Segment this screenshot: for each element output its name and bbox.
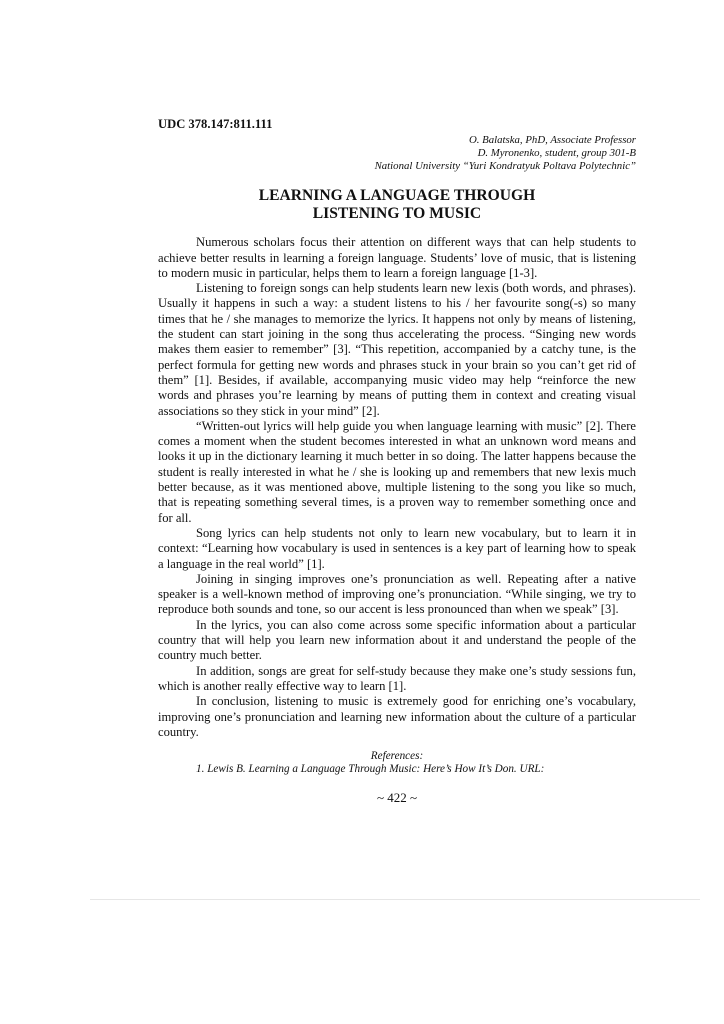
body-paragraph: Joining in singing improves one’s pronunciation as well. Repeating after a native speaker is a well-known method of improving one’s pronunciation. “While singing, we try to reproduce both sounds and tone, so our accent is less pronounced than when we speak” [3]. [158,571,636,617]
body-paragraph: Listening to foreign songs can help students learn new lexis (both words, and phrases). Usually it happens in such a way: a student listens to his / her favourite song(-s) so many times that he / she manages to memorize the lyrics. It happens not only by means of listening, the student can start joining in the song thus accelerating the process. “Singing new words makes them easier to remember” [3]. “This repetition, accompanied by a catchy tune, is the perfect formula for getting new words and phrases stuck in your brain so you can’t get rid of them” [1]. Besides, if available, accompanying music video may help “reinforce the new words and phrases you’re learning by means of putting them in context and creating visual associations so they stick in your mind” [2]. [158,281,636,418]
author-line: O. Balatska, PhD, Associate Professor [468,134,636,147]
paper-body [158,235,636,740]
body-paragraph: In the lyrics, you can also come across some specific information about a particular country that will help you learn new information about it and understand the people of the country much better. [158,617,636,663]
paper-page [158,117,636,805]
title-line: LISTENING TO MUSIC [312,205,482,223]
body-paragraph: In addition, songs are great for self-study because they make one’s study sessions fun, which is another really effective way to learn [1]. [158,663,636,693]
udc-code: UDC 378.147:811.111 [158,117,273,131]
body-paragraph: Song lyrics can help students not only to learn new vocabulary, but to learn it in context: “Learning how vocabulary is used in sentences is a key part of learning how to speak a language in the real world” [1]. [158,525,636,571]
title-line: LEARNING A LANGUAGE THROUGH [258,187,536,205]
paper-title [158,187,636,223]
body-paragraph: “Written-out lyrics will help guide you when language learning with music” [2]. There comes a moment when the student becomes interested in what an unknown word means and looks it up in the dictionary learning it much better in so doing. The latter happens because the student is really interested in what he / she is looking up and remembers that new lexis much better because, as it was mentioned above, multiple listening to the song you like so much, that is repeating something several times, is a proven way to remember something once and for all. [158,418,636,525]
references-heading: References: [370,750,424,763]
page-number: ~ 422 ~ [376,790,418,806]
affiliation: National University “Yuri Kondratyuk Poltava Polytechnic” [374,160,636,173]
body-paragraph: In conclusion, listening to music is extremely good for enriching one’s vocabulary, improving one’s pronunciation and learning new information about the culture of a particular country. [158,694,636,739]
reference-item: 1. Lewis B. Learning a Language Through Music: Here’s How It’s Don. URL: [196,763,545,776]
author-line: D. Myronenko, student, group 301-B [477,147,636,160]
body-paragraph: Numerous scholars focus their attention on different ways that can help students to achieve better results in learning a foreign language. Students’ love of music, that is listening to modern music in particular, helps them to learn a foreign language [1-3]. [158,235,636,280]
page-edge-divider [90,899,700,900]
